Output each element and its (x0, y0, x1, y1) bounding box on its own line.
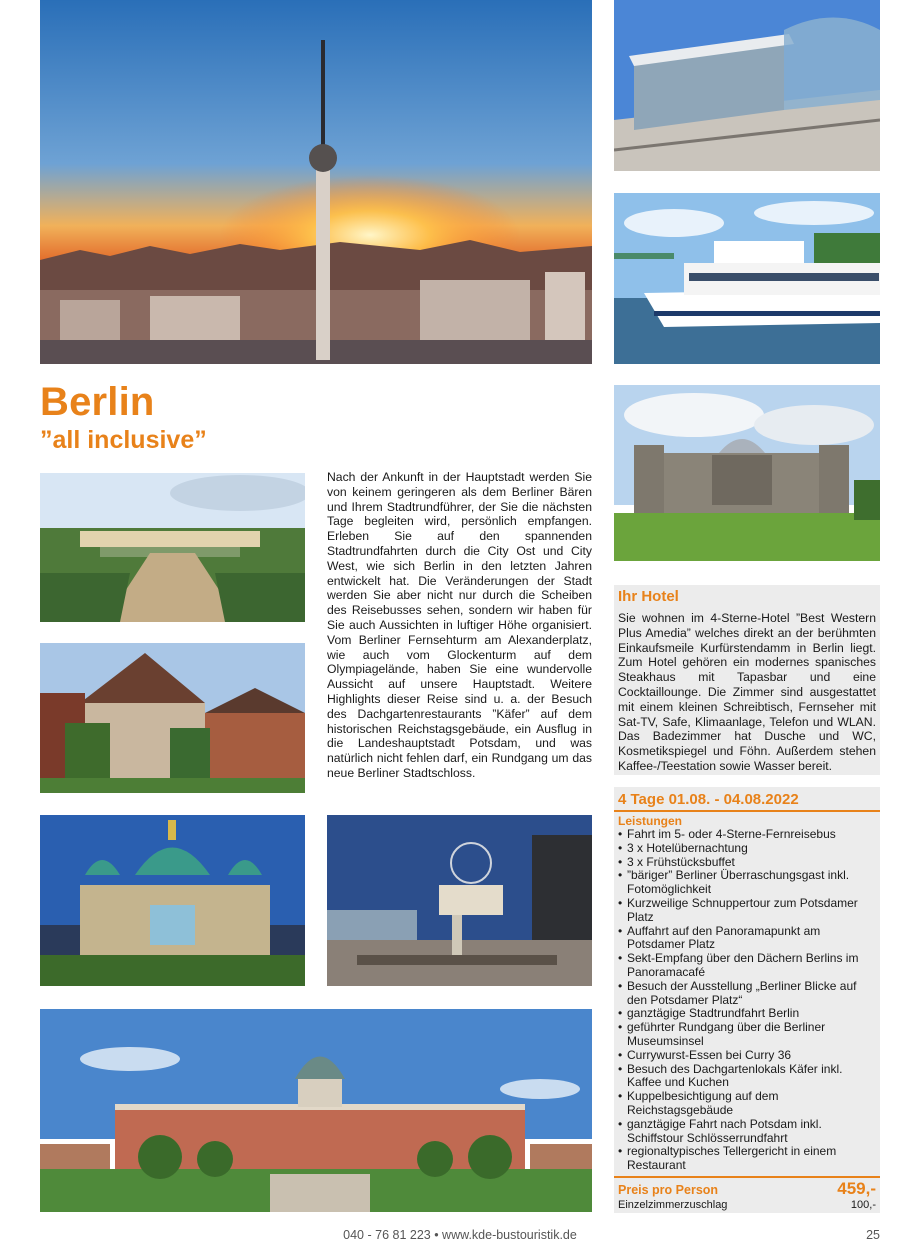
hotel-text: Sie wohnen im 4-Sterne-Hotel ”Best Western Plus Amedia” welches direkt an der berühmten Einkaufsmeile Kurfürstendamm in Berlin liegt. Zum Hotel gehören ein modernes spanisches Steakhaus mit Tapasbar und eine Cocktaillounge. Die Zimmer sind ausgestattet mit einem kleinen Schreibtisch, Fernseher mit Sat-TV, Safe, Klimaanlage, Telefon und WLAN. Das Badezimmer hat Dusche und WC, Kosmetikspiegel und Föhn. Außerdem stehen Kaffee-/Teestation sowie Wasser bereit. (618, 611, 876, 773)
single-room-label: Einzelzimmerzuschlag (618, 1199, 728, 1211)
tour-dates: 4 Tage 01.08. - 04.08.2022 (618, 791, 799, 808)
footer-contact: 040 - 76 81 223 • www.kde-bustouristik.de (343, 1228, 577, 1242)
services-heading: Leistungen (618, 814, 683, 828)
list-item: • Kurzweilige Schnuppertour zum Potsdamer Platz (618, 897, 876, 925)
page-subtitle: ”all inclusive” (40, 426, 207, 454)
reichstag-photo (614, 385, 880, 561)
list-item: • Besuch des Dachgartenlokals Käfer inkl. Kaffee und Kuchen (618, 1063, 876, 1091)
list-item: • ganztägige Stadtrundfahrt Berlin (618, 1007, 876, 1021)
list-item: • geführter Rundgang über die Berliner Museumsinsel (618, 1021, 876, 1049)
list-item: • ”bäriger” Berliner Überraschungsgast inkl. Fotomöglichkeit (618, 869, 876, 897)
divider (614, 810, 880, 812)
world-clock-photo (327, 815, 592, 986)
list-item: • Fahrt im 5- oder 4-Sterne-Fernreisebus (618, 828, 876, 842)
cecilienhof-photo (40, 643, 305, 793)
list-item: • 3 x Hotelübernachtung (618, 842, 876, 856)
tour-box (614, 787, 880, 1213)
berliner-dom-photo (40, 815, 305, 986)
services-list (618, 828, 876, 1173)
roof-terrace-photo (614, 0, 880, 171)
list-item: • regionaltypisches Tellergericht in einem Restaurant (618, 1145, 876, 1173)
list-item: • Sekt-Empfang über den Dächern Berlins im Panoramacafé (618, 952, 876, 980)
list-item: • ganztägige Fahrt nach Potsdam inkl. Schiffstour Schlösserrundfahrt (618, 1118, 876, 1146)
list-item: • 3 x Frühstücksbuffet (618, 856, 876, 870)
hotel-box (614, 585, 880, 775)
page-title: Berlin (40, 380, 155, 424)
intro-text: Nach der Ankunft in der Hauptstadt werden Sie von keinem geringeren als dem Berliner Bären und Ihrem Stadtrundführer, der Sie die nächsten Tage begleiten wird, persönlich empfangen. Erleben Sie auf den spannenden Stadtrundfahrten durch die City Ost und City West, wie sich Berlin in den letzten Jahren entwickelt hat. Die Veränderungen der Stadt werden Sie aber nicht nur durch die Scheiben des Reisebusses sehen, sondern wir haben für Sie auch Aussichten in luftiger Höhe organisiert. Vom Berliner Fernsehturm am Alexanderplatz, wie auch vom Glockenturm auf dem Olympiagelände, haben Sie eine wundervolle Aussicht auf unsere Hauptstadt. Weitere Highlights dieser Reise sind u. a. der Besuch des Dachgartenrestaurants ”Käfer” auf dem historischen Reichstagsgebäude, ein Ausflug in die Landeshauptstadt Potsdam, und was natürlich nicht fehlen darf, ein Rundgang um das neue Berliner Stadtschloss. (327, 470, 592, 780)
list-item: • Currywurst-Essen bei Curry 36 (618, 1049, 876, 1063)
page-number: 25 (866, 1228, 880, 1242)
price-label: Preis pro Person (618, 1183, 719, 1197)
price-value: 459,- (837, 1179, 876, 1198)
tv-tower-photo (40, 0, 592, 364)
list-item: • Kuppelbesichtigung auf dem Reichstagsgebäude (618, 1090, 876, 1118)
single-room-value: 100,- (850, 1199, 876, 1211)
river-boat-photo (614, 193, 880, 364)
hotel-title: Ihr Hotel (618, 588, 679, 605)
list-item: • Besuch der Ausstellung „Berliner Blicke auf den Potsdamer Platz“ (618, 980, 876, 1008)
sanssouci-terraces-photo (40, 473, 305, 622)
list-item: • Auffahrt auf den Panoramapunkt am Potsdamer Platz (618, 925, 876, 953)
neues-palais-photo (40, 1009, 592, 1212)
divider (614, 1176, 880, 1178)
